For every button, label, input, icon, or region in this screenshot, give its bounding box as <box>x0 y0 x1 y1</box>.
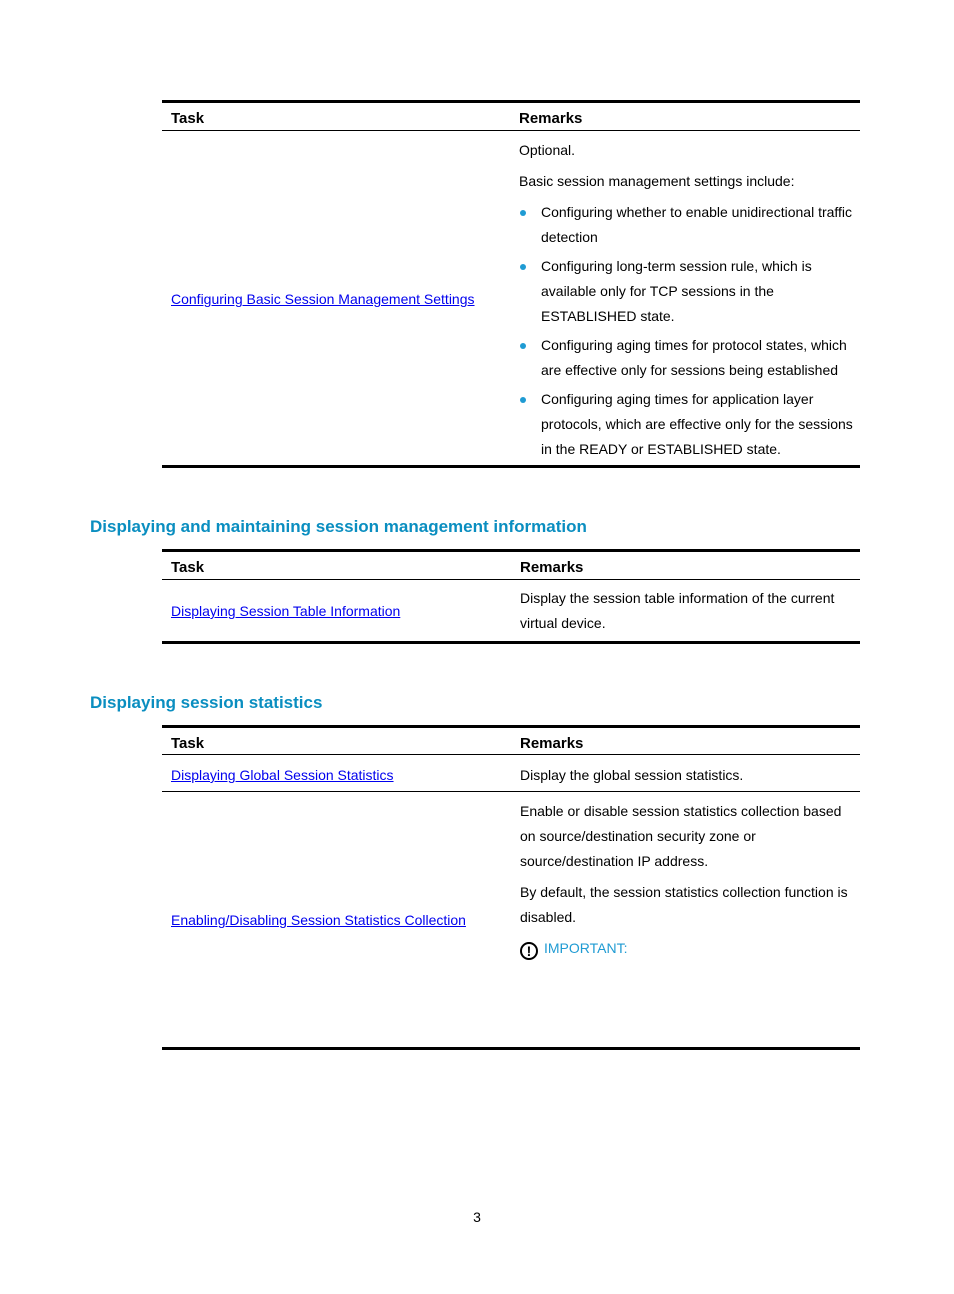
table-basic-settings <box>162 100 860 470</box>
link-configuring-basic-session-settings[interactable]: Configuring Basic Session Management Settings <box>171 291 475 307</box>
header-task: Task <box>171 559 205 576</box>
remarks-cell <box>520 799 856 961</box>
task-cell <box>171 763 394 788</box>
remarks-cell <box>519 138 855 466</box>
list-item: Configuring aging times for protocol states, which are effective only for sessions being established <box>519 333 855 383</box>
header-task: Task <box>171 110 205 127</box>
bullet-icon <box>520 343 526 349</box>
task-cell <box>171 287 475 312</box>
important-note <box>520 936 856 961</box>
remarks-enable-disable: Enable or disable session statistics collection based on source/destination security zone or source/destination IP address. <box>520 803 842 869</box>
bullet-icon <box>520 397 526 403</box>
header-rule <box>162 754 860 755</box>
link-displaying-global-session-statistics[interactable]: Displaying Global Session Statistics <box>171 767 394 783</box>
link-enabling-disabling-statistics-collection[interactable]: Enabling/Disabling Session Statistics Collection <box>171 912 466 928</box>
table-top-rule <box>162 100 860 103</box>
important-label: IMPORTANT: <box>544 940 628 956</box>
header-rule <box>162 579 860 580</box>
bullet-icon <box>520 264 526 270</box>
table-top-rule <box>162 725 860 728</box>
section-heading-display-maintain: Displaying and maintaining session management information <box>90 517 587 536</box>
table-session-statistics <box>162 725 860 1052</box>
row-divider <box>162 791 860 792</box>
page-number: 3 <box>473 1209 481 1225</box>
header-task: Task <box>171 735 205 752</box>
remarks-cell: Display the global session statistics. <box>520 767 744 783</box>
table-bottom-rule <box>162 641 860 644</box>
remarks-default: By default, the session statistics collection function is disabled. <box>520 884 848 925</box>
section-heading-session-statistics: Displaying session statistics <box>90 693 323 712</box>
task-cell <box>171 599 400 624</box>
table-bottom-rule <box>162 465 860 468</box>
link-displaying-session-table[interactable]: Displaying Session Table Information <box>171 603 401 619</box>
important-icon: ! <box>520 942 538 960</box>
list-item: Configuring aging times for application layer protocols, which are effective only for the sessions in the READY or ESTABLISHED state. <box>519 387 855 462</box>
bullet-icon <box>520 210 526 216</box>
header-remarks: Remarks <box>520 735 584 752</box>
remarks-optional: Optional. <box>519 142 576 158</box>
task-cell <box>171 908 466 933</box>
table-display-maintain <box>162 549 860 646</box>
table-bottom-rule <box>162 1047 860 1050</box>
remarks-cell: Display the session table information of the current virtual device. <box>520 590 835 631</box>
remarks-intro: Basic session management settings include: <box>519 173 795 189</box>
table-top-rule <box>162 549 860 552</box>
list-item: Configuring whether to enable unidirectional traffic detection <box>519 200 855 250</box>
header-remarks: Remarks <box>520 559 584 576</box>
settings-list <box>519 200 855 462</box>
header-rule <box>162 130 860 131</box>
header-remarks: Remarks <box>519 110 583 127</box>
list-item: Configuring long-term session rule, which is available only for TCP sessions in the ESTABLISHED state. <box>519 254 855 329</box>
